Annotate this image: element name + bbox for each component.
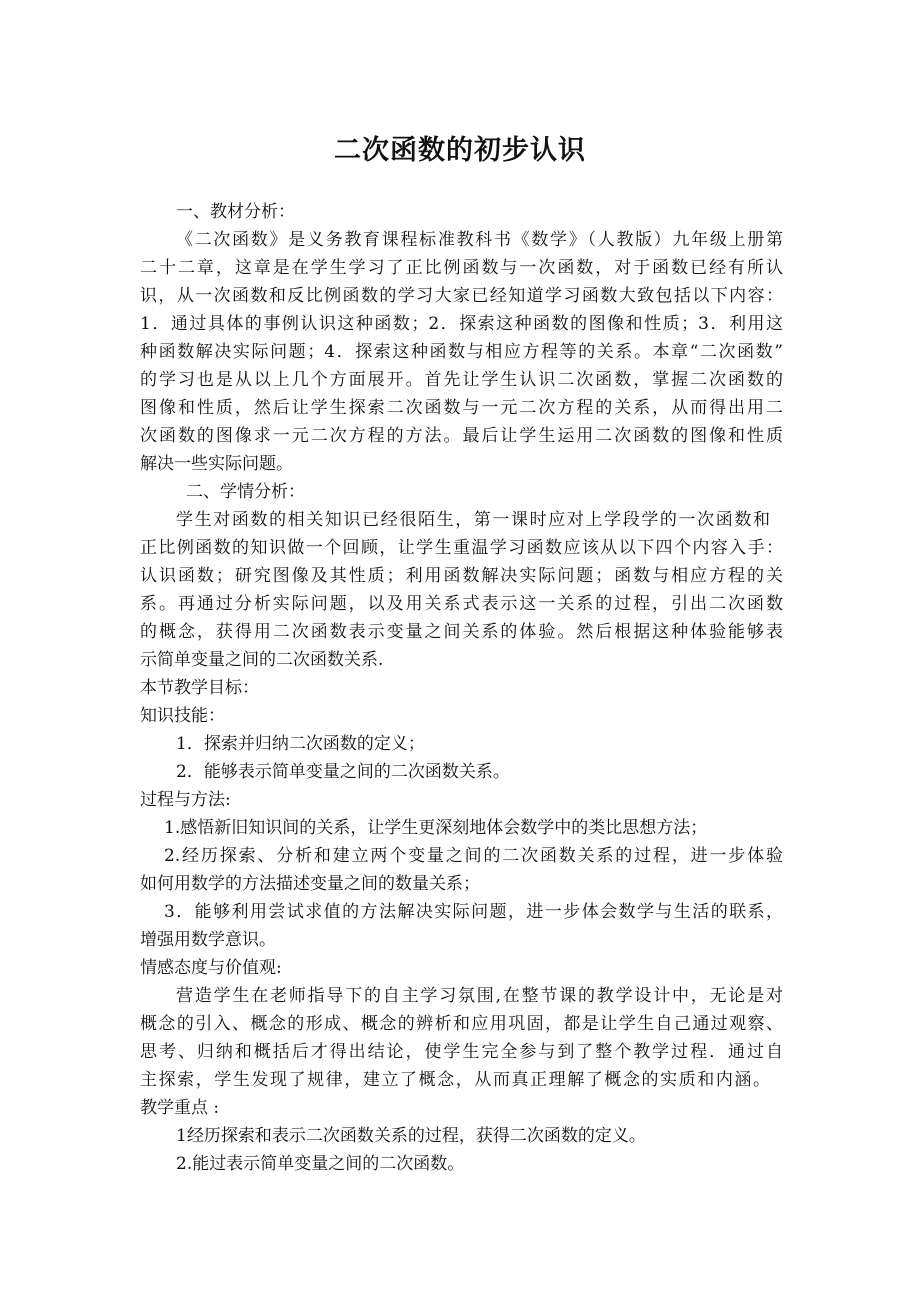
paragraph-line: 的学习也是从以上几个方面展开。首先让学生认识二次函数，掌握二次函数的 bbox=[140, 370, 783, 390]
paragraph-line: 《二次函数》是义务教育课程标准教科书《数学》（人教版）九年级上册第 bbox=[176, 230, 783, 250]
paragraph-line: 解决一些实际问题。 bbox=[140, 454, 293, 474]
paragraph-line: 思考、归纳和概括后才得出结论，使学生完全参与到了整个教学过程．通过自 bbox=[140, 1042, 783, 1062]
paragraph-line: 1．通过具体的事例认识这种函数；2．探索这种函数的图像和性质；3．利用这 bbox=[140, 314, 783, 334]
list-item-continuation: 如何用数学的方法描述变量之间的数量关系； bbox=[140, 874, 480, 894]
section-heading-student-analysis: 二、学情分析： bbox=[186, 482, 305, 502]
paragraph-line: 认识函数；研究图像及其性质；利用函数解决实际问题；函数与相应方程的关 bbox=[140, 566, 783, 586]
document-title: 二次函数的初步认识 bbox=[334, 135, 586, 166]
paragraph-line: 概念的引入、概念的形成、概念的辨析和应用巩固，都是让学生自己通过观察、 bbox=[140, 1014, 783, 1034]
list-item: 2．能够表示简单变量之间的二次函数关系。 bbox=[176, 762, 510, 782]
paragraph-line: 主探索，学生发现了规律，建立了概念，从而真正理解了概念的实质和内涵。 bbox=[140, 1070, 770, 1090]
paragraph-line: 学生对函数的相关知识已经很陌生，第一课时应对上学段学的一次函数和 bbox=[176, 510, 770, 530]
paragraph-line: 图像和性质，然后让学生探索二次函数与一元二次方程的关系，从而得出用二 bbox=[140, 398, 783, 418]
list-item-continuation: 增强用数学意识。 bbox=[140, 930, 276, 950]
list-item: 2.能过表示简单变量之间的二次函数。 bbox=[176, 1154, 465, 1174]
list-item: 2.经历探索、分析和建立两个变量之间的二次函数关系的过程，进一步体验 bbox=[164, 846, 783, 866]
paragraph-line: 正比例函数的知识做一个回顾，让学生重温学习函数应该从以下四个内容入手： bbox=[140, 538, 783, 558]
paragraph-line: 二十二章，这章是在学生学习了正比例函数与一次函数，对于函数已经有所认 bbox=[140, 258, 783, 278]
list-item: 3．能够利用尝试求值的方法解决实际问题，进一步体会数学与生活的联系， bbox=[164, 902, 783, 922]
paragraph-line: 种函数解决实际问题；4．探索这种函数与相应方程等的关系。本章“二次函数” bbox=[140, 342, 783, 362]
paragraph-line: 系。再通过分析实际问题，以及用关系式表示这一关系的过程，引出二次函数 bbox=[140, 594, 783, 614]
list-item: 1.感悟新旧知识间的关系，让学生更深刻地体会数学中的类比思想方法； bbox=[164, 818, 708, 838]
paragraph-line: 次函数的图像求一元二次方程的方法。最后让学生运用二次函数的图像和性质 bbox=[140, 426, 783, 446]
section-heading-teaching-goals: 本节教学目标： bbox=[140, 678, 259, 698]
section-heading-textbook-analysis: 一、教材分析： bbox=[176, 202, 295, 222]
list-item: 1．探索并归纳二次函数的定义； bbox=[176, 734, 425, 754]
subheading-emotion-attitude-values: 情感态度与价值观: bbox=[140, 958, 282, 978]
section-heading-teaching-focus: 教学重点 : bbox=[140, 1098, 220, 1118]
paragraph-line: 示简单变量之间的二次函数关系. bbox=[140, 650, 384, 670]
paragraph-line: 营造学生在老师指导下的自主学习氛围,在整节课的教学设计中，无论是对 bbox=[176, 986, 783, 1006]
paragraph-line: 的概念，获得用二次函数表示变量之间关系的体验。然后根据这种体验能够表 bbox=[140, 622, 783, 642]
paragraph-line: 识，从一次函数和反比例函数的学习大家已经知道学习函数大致包括以下内容： bbox=[140, 286, 783, 306]
subheading-process-methods: 过程与方法: bbox=[140, 790, 231, 810]
subheading-knowledge-skills: 知识技能： bbox=[140, 706, 225, 726]
list-item: 1经历探索和表示二次函数关系的过程，获得二次函数的定义。 bbox=[176, 1126, 646, 1146]
